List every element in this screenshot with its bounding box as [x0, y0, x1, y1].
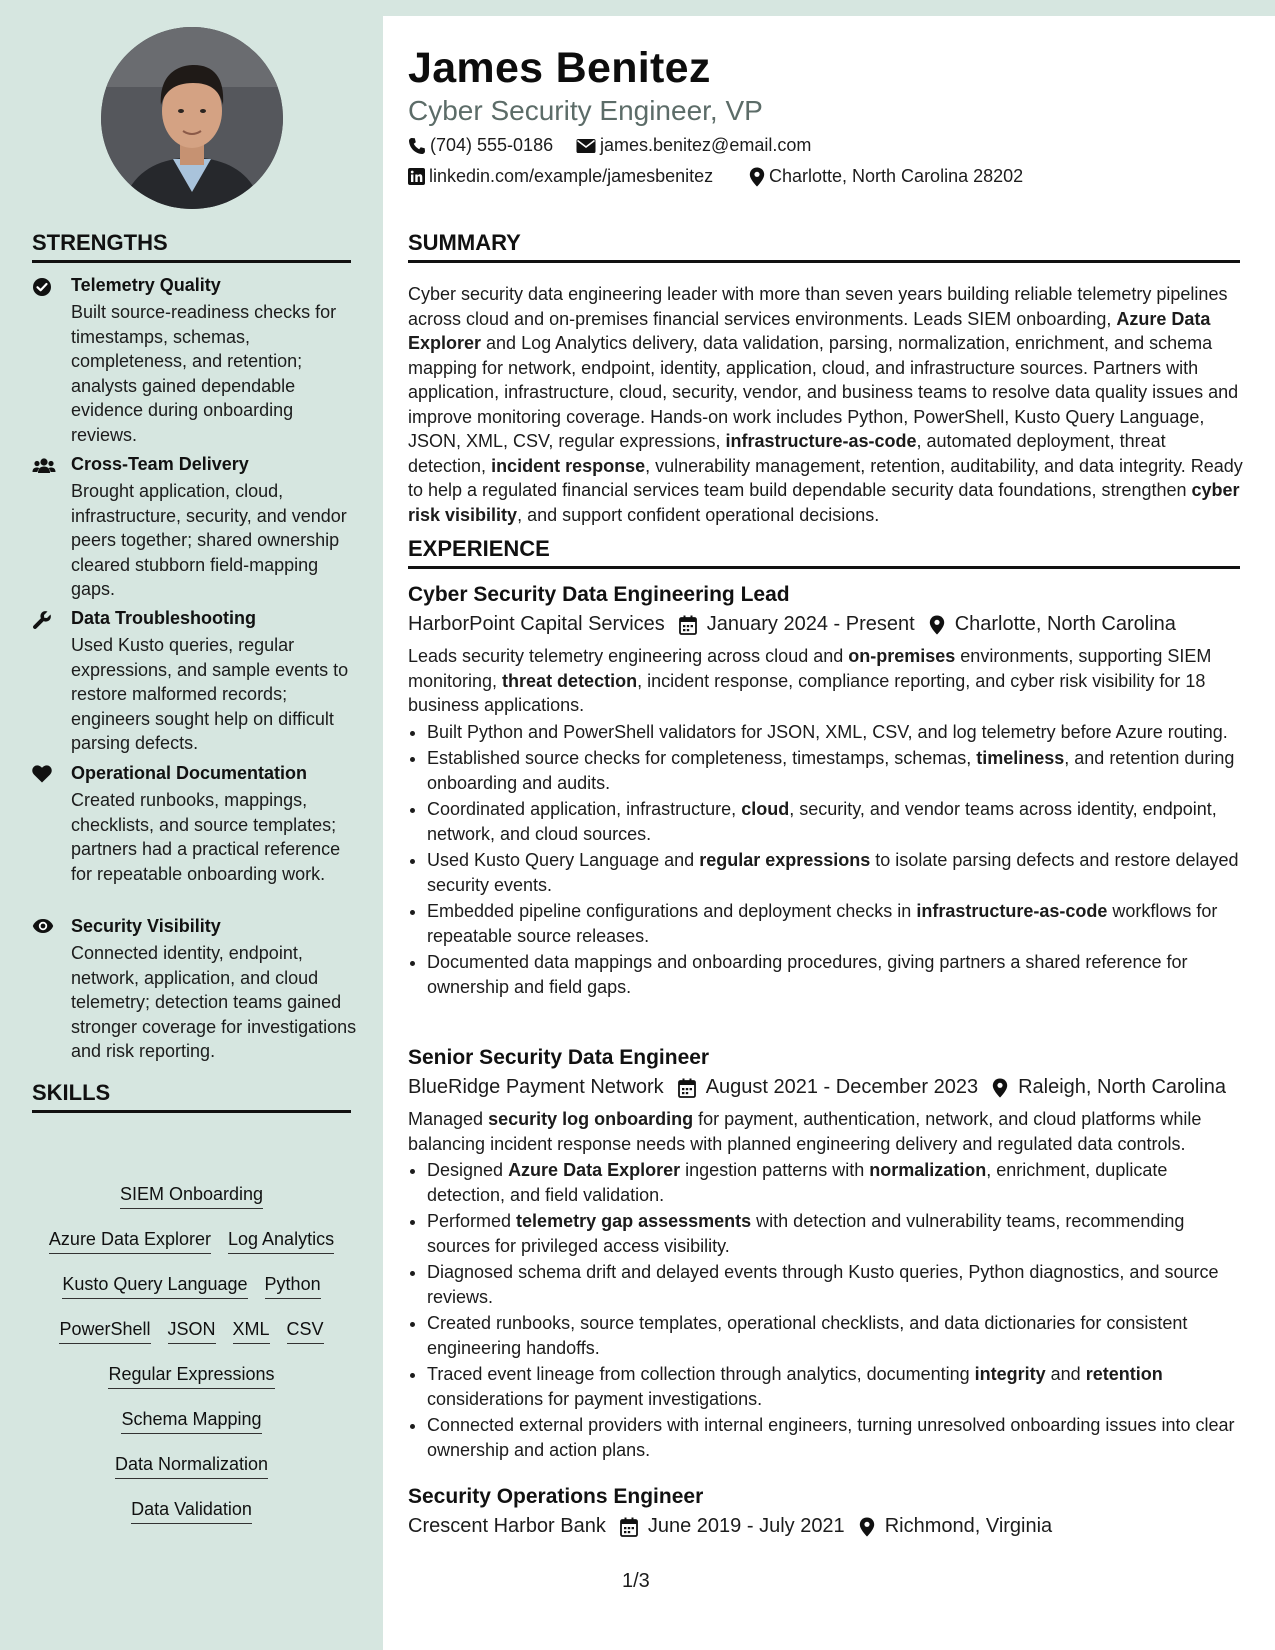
text-run: , security, and vendor teams across identity, endpoint, network, and cloud sources. — [427, 799, 1217, 844]
strength-title: Telemetry Quality — [71, 275, 221, 295]
location-contact — [749, 166, 1023, 187]
text-run: Diagnosed schema drift and delayed events through Kusto queries, Python diagnostics, and source reviews. — [427, 1262, 1219, 1307]
skill-row — [32, 1272, 351, 1317]
text-run: Built Python and PowerShell validators for JSON, XML, CSV, and log telemetry before Azure routing. — [427, 721, 1228, 742]
bold-text: Azure Data Explorer — [508, 1160, 681, 1180]
job-bullets — [408, 1158, 1246, 1462]
skills-list — [32, 1182, 351, 1542]
text-run: , enrichment, duplicate detection, and field validation. — [427, 1160, 1168, 1205]
map-pin-icon — [859, 1517, 875, 1537]
bold-text: telemetry gap assessments — [516, 1211, 752, 1231]
bold-text: regular expressions — [699, 850, 871, 870]
experience-heading: EXPERIENCE — [408, 536, 1240, 569]
strength-title: Cross-Team Delivery — [71, 454, 249, 474]
text-run: with detection and vulnerability teams, recommending sources for privileged access visibility. — [427, 1211, 1185, 1256]
strengths-heading: STRENGTHS — [32, 230, 351, 263]
skill-tag: PowerShell — [59, 1317, 150, 1344]
page-number: 1/3 — [622, 1570, 650, 1592]
bullet-item — [427, 720, 1246, 745]
bullet-item — [427, 1311, 1246, 1360]
bullet-item — [427, 899, 1246, 948]
eye-icon — [32, 918, 56, 940]
phone-text[interactable]: (704) 555-0186 — [430, 135, 554, 155]
text-run: Embedded pipeline configurations and deployment checks in — [427, 901, 917, 921]
skill-tag: Schema Mapping — [121, 1407, 261, 1434]
candidate-title: Cyber Security Engineer, VP — [408, 95, 763, 126]
text-run: , and retention during onboarding and audits. — [427, 748, 1235, 793]
strength-item — [32, 275, 357, 445]
text-run: Managed — [408, 1109, 489, 1129]
skill-row — [32, 1317, 351, 1362]
job-location: Richmond, Virginia — [884, 1515, 1053, 1537]
strength-title: Operational Documentation — [71, 763, 308, 783]
linkedin-text[interactable]: linkedin.com/example/jamesbenitez — [429, 166, 714, 186]
skill-row — [32, 1362, 351, 1407]
calendar-icon — [678, 1078, 696, 1098]
job-bullets — [408, 720, 1246, 1000]
bold-text: cyber risk visibility — [408, 480, 1240, 525]
skill-row — [32, 1452, 351, 1497]
text-run: Performed — [427, 1211, 517, 1231]
text-run: to isolate parsing defects and restore delayed security events. — [427, 850, 1239, 895]
bold-text: integrity — [974, 1364, 1046, 1384]
candidate-name: James Benitez — [408, 44, 711, 92]
strength-title: Data Troubleshooting — [71, 608, 257, 628]
bullet-item — [427, 1260, 1246, 1309]
strength-item — [32, 608, 357, 753]
skill-tag: Log Analytics — [228, 1227, 334, 1254]
text-run: and Log Analytics delivery, data validation, parsing, normalization, enrichment, and schema mapping for network, endpoint, identity, application, cloud, and infrastructure sources. Partners with application, infrastructure, cloud, security, vendor, and business teams to resolve data quality issues and improve monitoring coverage. Hands-on work includes Python, PowerShell, Kusto Query Language, JSON, XML, CSV, regular expressions, — [408, 333, 1239, 451]
text-run: Used Kusto Query Language and — [427, 850, 700, 870]
strength-description: Built source-readiness checks for timestamps, schemas, completeness, and retention; analysts gained dependable evidence during onboarding reviews. — [71, 302, 337, 445]
phone-contact — [408, 135, 553, 156]
bold-text: retention — [1085, 1364, 1163, 1384]
strength-item — [32, 916, 357, 1061]
text-run: Coordinated application, infrastructure, — [427, 799, 742, 819]
bullet-item — [427, 1413, 1246, 1462]
bullet-item — [427, 950, 1246, 999]
text-run: , automated deployment, threat detection, — [408, 431, 1166, 476]
bold-text: infrastructure-as-code — [725, 431, 917, 451]
strength-title: Security Visibility — [71, 916, 221, 936]
job-entry — [408, 583, 1246, 1001]
text-run: Documented data mappings and onboarding procedures, giving partners a shared reference for ownership and field gaps. — [427, 952, 1188, 997]
text-run: Created runbooks, source templates, operational checklists, and data dictionaries for consistent engineering handoffs. — [427, 1313, 1188, 1358]
skill-tag: Python — [265, 1272, 321, 1299]
skill-tag: Regular Expressions — [108, 1362, 274, 1389]
job-dates: June 2019 - July 2021 — [647, 1515, 845, 1537]
job-title: Cyber Security Data Engineering Lead — [408, 583, 790, 606]
bullet-item — [427, 797, 1246, 846]
skill-tag: Data Validation — [131, 1497, 252, 1524]
text-run: environments, supporting SIEM monitoring, — [408, 646, 1212, 691]
skill-tag: JSON — [168, 1317, 216, 1344]
bold-text: infrastructure-as-code — [916, 901, 1108, 921]
text-run: Traced event lineage from collection through analytics, documenting — [427, 1364, 975, 1384]
strength-description: Used Kusto queries, regular expressions, and sample events to restore malformed records; engineers sought help on difficult parsing defects. — [71, 635, 349, 753]
map-pin-icon — [749, 167, 765, 187]
summary-heading: SUMMARY — [408, 230, 1240, 263]
job-entry — [408, 1485, 1246, 1538]
job-entry — [408, 1046, 1246, 1464]
job-dates: January 2024 - Present — [706, 613, 915, 635]
text-run: for payment, authentication, network, and cloud platforms while balancing incident response needs with planned engineering delivery and regulated data controls. — [408, 1109, 1202, 1154]
strength-description: Created runbooks, mappings, checklists, and source templates; partners had a practical reference for repeatable onboarding work. — [71, 790, 341, 884]
summary-text — [408, 282, 1246, 527]
text-run: Designed — [427, 1160, 509, 1180]
bold-text: on-premises — [848, 646, 956, 666]
text-run: Connected external providers with internal engineers, turning unresolved onboarding issues into clear ownership and action plans. — [427, 1415, 1235, 1460]
map-pin-icon — [992, 1078, 1008, 1098]
email-contact — [576, 135, 811, 156]
company-name: Crescent Harbor Bank — [408, 1515, 606, 1537]
bold-text: incident response — [491, 455, 646, 476]
bold-text: security log onboarding — [488, 1109, 694, 1129]
skills-heading: SKILLS — [32, 1080, 351, 1113]
heart-icon — [32, 765, 56, 787]
map-pin-icon — [929, 615, 945, 635]
bullet-item — [427, 746, 1246, 795]
job-meta — [408, 1076, 1246, 1099]
bullet-item — [427, 1158, 1246, 1207]
job-title: Security Operations Engineer — [408, 1485, 704, 1508]
bold-text: threat detection — [502, 670, 638, 691]
text-run: Established source checks for completeness, timestamps, schemas, — [427, 748, 977, 768]
linkedin-icon — [408, 168, 425, 185]
skill-row — [32, 1407, 351, 1452]
bold-text: cloud — [741, 799, 790, 819]
skill-tag: Azure Data Explorer — [49, 1227, 211, 1254]
strength-item — [32, 763, 357, 903]
check-circle-icon — [32, 277, 56, 299]
text-run: Cyber security data engineering leader with more than seven years building reliable telemetry pipelines across cloud and on-premises financial services environments. Leads SIEM onboarding, — [408, 284, 1228, 329]
company-name: BlueRidge Payment Network — [408, 1076, 664, 1098]
job-intro — [408, 1107, 1246, 1156]
job-intro — [408, 644, 1246, 718]
job-meta — [408, 1515, 1246, 1538]
skill-tag: CSV — [287, 1317, 324, 1344]
calendar-icon — [679, 615, 697, 635]
text-run: , and support confident operational decisions. — [517, 504, 880, 525]
skill-row — [32, 1182, 351, 1227]
envelope-icon — [576, 138, 596, 154]
skill-tag: Kusto Query Language — [62, 1272, 247, 1299]
text-run: , vulnerability management, retention, auditability, and data integrity. Ready to help a regulated financial services team build dependable security data foundations, strengthen — [408, 455, 1243, 500]
bullet-item — [427, 1362, 1246, 1411]
email-text[interactable]: james.benitez@email.com — [600, 135, 812, 155]
skill-row — [32, 1497, 351, 1542]
text-run: and — [1045, 1364, 1086, 1384]
job-location: Charlotte, North Carolina — [954, 613, 1176, 635]
strength-description: Brought application, cloud, infrastructure, security, and vendor peers together; shared ownership cleared stubborn field-mapping gaps. — [71, 481, 347, 599]
skill-tag: SIEM Onboarding — [120, 1182, 263, 1209]
bold-text: timeliness — [976, 748, 1065, 768]
job-location: Raleigh, North Carolina — [1018, 1076, 1226, 1098]
wrench-icon — [32, 610, 56, 632]
text-run: workflows for repeatable source releases. — [427, 901, 1218, 946]
job-meta — [408, 613, 1246, 636]
calendar-icon — [620, 1517, 638, 1537]
text-run: considerations for payment investigations. — [427, 1388, 763, 1409]
bullet-item — [427, 1209, 1246, 1258]
skill-tag: Data Normalization — [115, 1452, 268, 1479]
location-text: Charlotte, North Carolina 28202 — [769, 166, 1024, 186]
strength-item — [32, 454, 357, 599]
bullet-item — [427, 848, 1246, 897]
job-dates: August 2021 - December 2023 — [705, 1076, 979, 1098]
users-icon — [32, 456, 56, 478]
job-title: Senior Security Data Engineer — [408, 1046, 710, 1069]
text-run: , incident response, compliance reporting, and cyber risk visibility for 18 business applications. — [408, 670, 1206, 715]
text-run: Leads security telemetry engineering across cloud and — [408, 646, 849, 666]
skill-row — [32, 1227, 351, 1272]
linkedin-contact — [408, 166, 713, 187]
profile-photo — [101, 27, 283, 209]
company-name: HarborPoint Capital Services — [408, 613, 665, 635]
text-run: ingestion patterns with — [680, 1160, 870, 1180]
bold-text: normalization — [869, 1160, 987, 1180]
skill-tag: XML — [233, 1317, 270, 1344]
phone-icon — [408, 137, 426, 155]
strength-description: Connected identity, endpoint, network, application, and cloud telemetry; detection teams gained stronger coverage for investigations and risk reporting. — [71, 943, 357, 1061]
bold-text: Azure Data Explorer — [408, 308, 1211, 353]
